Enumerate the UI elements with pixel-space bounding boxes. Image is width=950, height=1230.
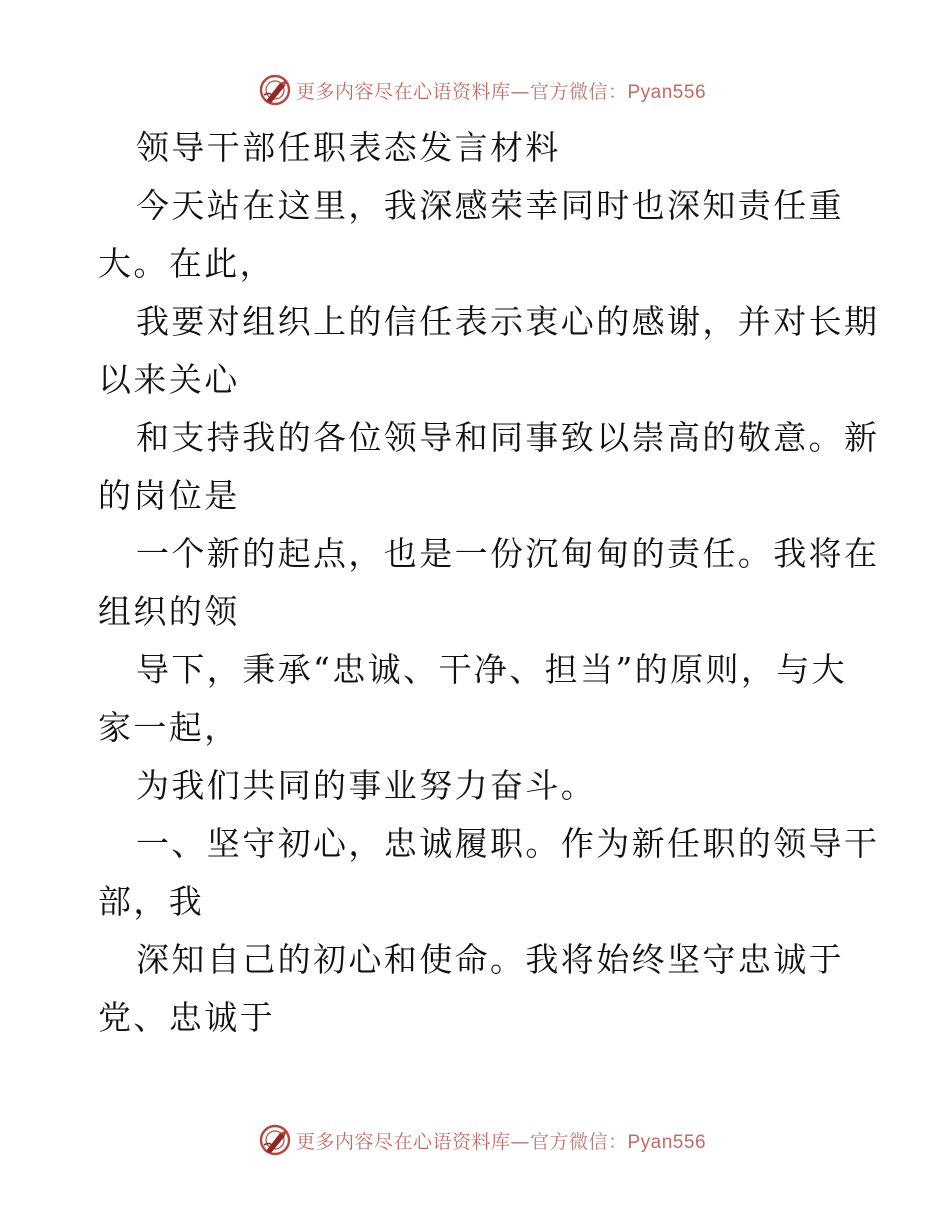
document-title: 领导干部任职表态发言材料 [136, 128, 561, 167]
paragraph-line: 以来关心 [98, 360, 240, 399]
footer-banner-text [296, 1127, 706, 1154]
paragraph-line: 党、忠诚于 [98, 998, 275, 1037]
header-wechat-id: Pyan556 [627, 81, 707, 103]
paragraph-line: 为我们共同的事业努力奋斗。 [136, 766, 597, 805]
header-banner-content [258, 73, 706, 107]
paragraph-line: 大。在此， [98, 244, 275, 283]
footer-banner [0, 1120, 950, 1160]
header-site-name: 更多内容尽在心语资料库 [295, 80, 511, 103]
header-banner-text [296, 77, 706, 104]
pen-nib-logo-icon [258, 73, 292, 107]
footer-wechat-label: 官方微信： [529, 1130, 628, 1153]
paragraph-line: 深知自己的初心和使命。我将始终坚守忠诚于 [136, 940, 844, 979]
header-banner [0, 70, 950, 110]
footer-separator: — [510, 1130, 530, 1153]
section-heading-line: 一、坚守初心，忠诚履职。作为新任职的领导干 [136, 824, 880, 863]
paragraph-line: 部，我 [98, 882, 205, 921]
footer-wechat-id: Pyan556 [627, 1131, 707, 1153]
paragraph-line: 的岗位是 [98, 476, 240, 515]
paragraph-line: 一个新的起点，也是一份沉甸甸的责任。我将在 [136, 534, 880, 573]
paragraph-line: 导下，秉承“忠诚、干净、担当”的原则，与大 [136, 650, 848, 689]
footer-site-name: 更多内容尽在心语资料库 [295, 1130, 511, 1153]
pen-nib-logo-icon [258, 1123, 292, 1157]
paragraph-line: 今天站在这里，我深感荣幸同时也深知责任重 [136, 186, 844, 225]
paragraph-line: 和支持我的各位领导和同事致以崇高的敬意。新 [136, 418, 880, 457]
paragraph-line: 家一起， [98, 708, 240, 747]
paragraph-line: 组织的领 [98, 592, 240, 631]
paragraph-line: 我要对组织上的信任表示衷心的感谢，并对长期 [136, 302, 880, 341]
header-wechat-label: 官方微信： [529, 80, 628, 103]
header-separator: — [510, 80, 530, 103]
footer-banner-content [258, 1123, 706, 1157]
